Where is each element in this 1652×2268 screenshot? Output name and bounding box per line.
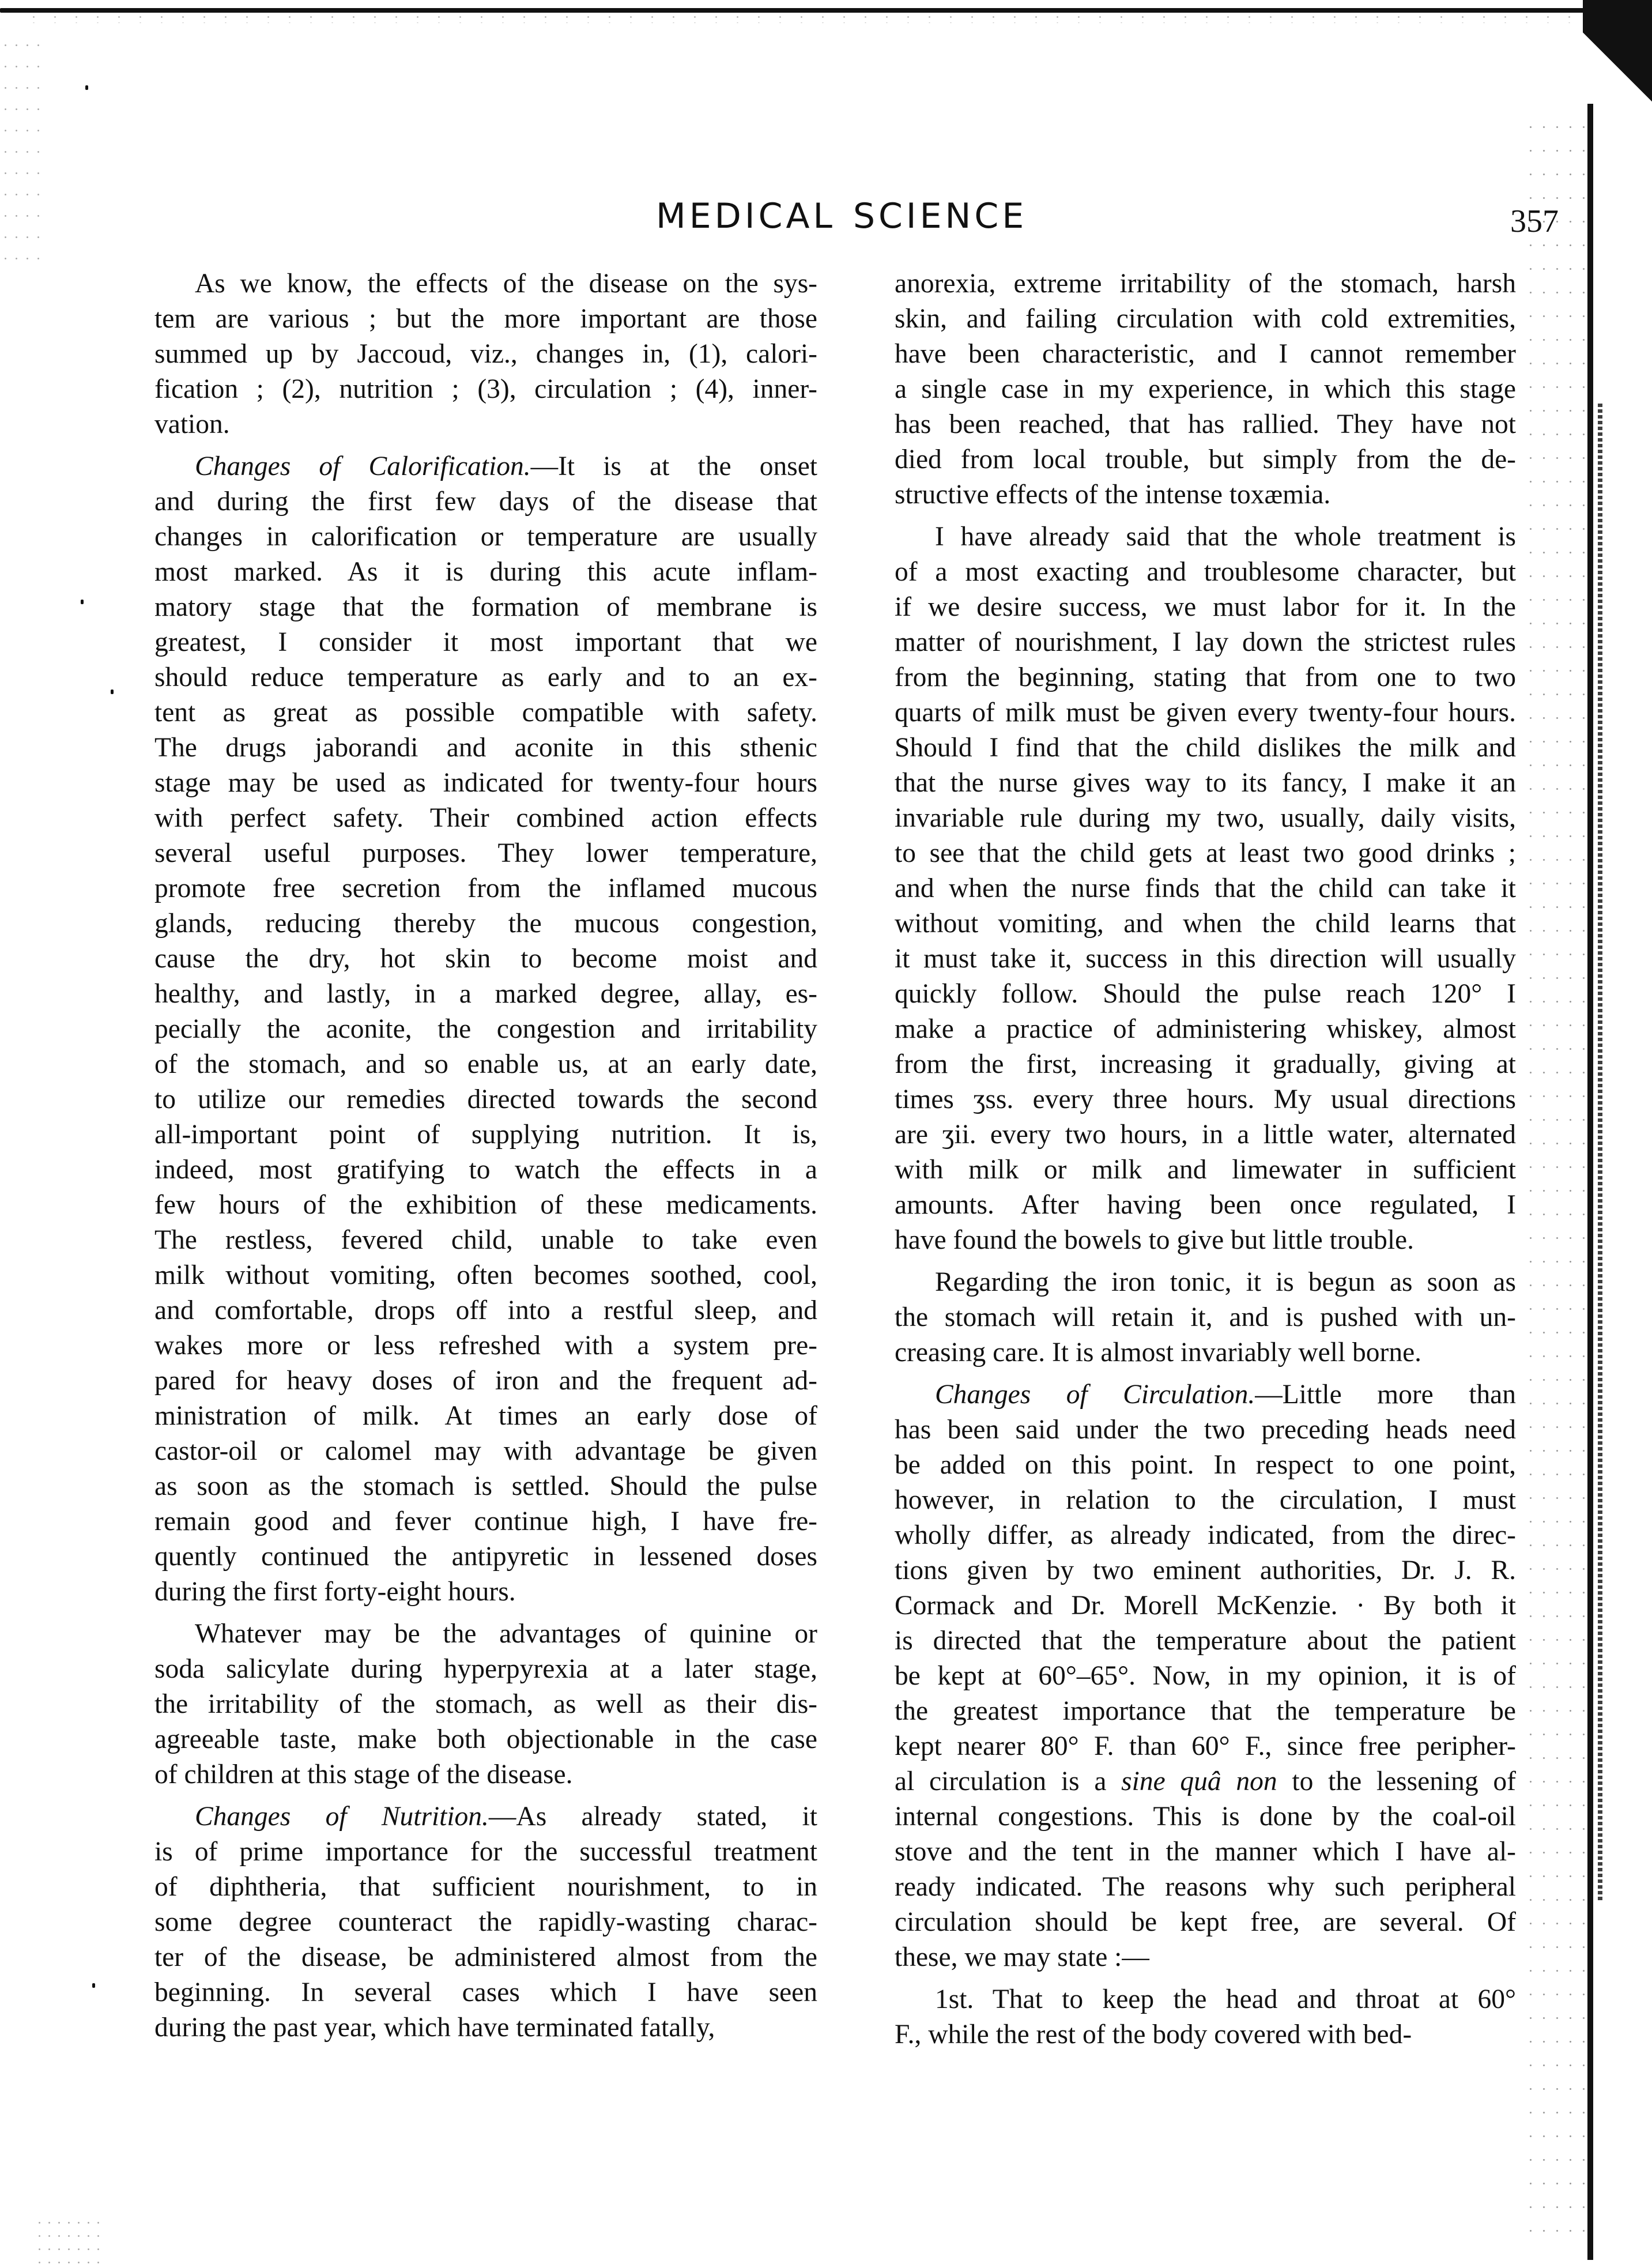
paragraph-calorification [154, 449, 817, 1610]
text-line: soda salicylate during hyperpyrexia at a later stage, [154, 1654, 817, 1684]
text-line: of children at this stage of the disease. [154, 1760, 573, 1789]
scan-noise-bottom-left [35, 2216, 104, 2268]
text-line: times ʒss. every three hours. My usual directions [895, 1084, 1516, 1114]
text-line: the greatest importance that the temperature be [895, 1696, 1516, 1726]
paragraph-nutrition [154, 1799, 817, 2045]
text-line: wakes more or less refreshed with a system pre- [154, 1331, 817, 1361]
text-line: all-important point of supplying nutrition. It is, [154, 1120, 817, 1150]
text-line: quently continued the antipyretic in lessened doses [154, 1542, 817, 1572]
text-line: it must take it, success in this direction will usually [895, 944, 1516, 974]
text-line: changes in calorification or temperature are usually [154, 522, 817, 552]
text-line: invariable rule during my two, usually, daily visits, [895, 803, 1516, 833]
text-line: matory stage that the formation of membrane is [154, 592, 817, 622]
text-line: tent as great as possible compatible with safety. [154, 698, 817, 728]
section-heading: Changes of Nutrition. [195, 1802, 489, 1832]
text-line: of a most exacting and troublesome character, but [895, 557, 1516, 587]
text-line: of the stomach, and so enable us, at an early date, [154, 1049, 817, 1079]
text-line: amounts. After having been once regulated, I [895, 1190, 1516, 1220]
text-line: The restless, fevered child, unable to take even [154, 1225, 817, 1255]
text-line: have found the bowels to give but little trouble. [895, 1225, 1414, 1255]
text-line: if we desire success, we must labor for it. In the [895, 592, 1516, 622]
text-line: to utilize our remedies directed towards the second [154, 1084, 817, 1114]
text-line: wholly differ, as already indicated, from the direc- [895, 1520, 1516, 1550]
text-line: Regarding the iron tonic, it is begun as soon as [935, 1267, 1516, 1297]
text-line: and during the first few days of the disease that [154, 487, 817, 517]
text-line: agreeable taste, make both objectionable in the case [154, 1724, 817, 1754]
text-line: Cormack and Dr. Morell McKenzie. · By both it [895, 1591, 1516, 1621]
text-line: ter of the disease, be administered almost from the [154, 1942, 817, 1972]
text-line: stove and the tent in the manner which I have al- [895, 1837, 1516, 1867]
text-line: is of prime importance for the successful treatment [154, 1837, 817, 1867]
text-line: F., while the rest of the body covered with bed- [895, 2020, 1412, 2050]
scan-noise-right [1524, 115, 1587, 2248]
right-column [895, 266, 1516, 2052]
scan-corner-shadow [1583, 0, 1652, 173]
text-line: al circulation is a sine quâ non to the lessening of [895, 1766, 1516, 1796]
scan-speck [85, 85, 88, 90]
text-line: few hours of the exhibition of these medicaments. [154, 1190, 817, 1220]
text-line: Changes of Circulation.—Little more than [935, 1380, 1516, 1410]
text-line: remain good and fever continue high, I have fre- [154, 1506, 817, 1536]
text-line: pared for heavy doses of iron and the frequent ad- [154, 1366, 817, 1396]
text-line: beginning. In several cases which I have seen [154, 1977, 817, 2007]
text-line: during the past year, which have terminated fatally, [154, 2013, 715, 2043]
scan-speck [111, 690, 114, 694]
text-line: skin, and failing circulation with cold extremities, [895, 304, 1516, 334]
text-line: with milk or milk and limewater in sufficient [895, 1155, 1516, 1185]
text-line: died from local trouble, but simply from the de- [895, 444, 1516, 474]
text-line: most marked. As it is during this acute inflam- [154, 557, 817, 587]
text-line: quarts of milk must be given every twenty-four hours. [895, 698, 1516, 728]
text-line: As we know, the effects of the disease on the sys- [195, 269, 817, 299]
text-line: cause the dry, hot skin to become moist and [154, 944, 817, 974]
text-line: however, in relation to the circulation, I must [895, 1485, 1516, 1515]
paragraph-treatment [895, 519, 1516, 1258]
scan-speck [92, 1983, 95, 1988]
text-line: from the first, increasing it gradually, giving at [895, 1049, 1516, 1079]
text-line: Should I find that the child dislikes the milk and [895, 733, 1516, 763]
paragraph-quinine [154, 1617, 817, 1792]
text-line: fication ; (2), nutrition ; (3), circulation ; (4), inner- [154, 374, 817, 404]
text-line: summed up by Jaccoud, viz., changes in, (1), calori- [154, 339, 817, 369]
text-line: has been reached, that has rallied. They have not [895, 409, 1516, 439]
scan-speck [81, 600, 84, 604]
text-line: anorexia, extreme irritability of the stomach, harsh [895, 269, 1516, 299]
text-line: ministration of milk. At times an early dose of [154, 1401, 817, 1431]
text-line: as soon as the stomach is settled. Should the pulse [154, 1471, 817, 1501]
text-line: Changes of Nutrition.—As already stated, it [195, 1802, 817, 1832]
page-number: 357 [1510, 204, 1559, 239]
text-line: that the nurse gives way to its fancy, I make it an [895, 768, 1516, 798]
text-line: should reduce temperature as early and to an ex- [154, 662, 817, 692]
text-line: milk without vomiting, often becomes soothed, cool, [154, 1260, 817, 1290]
text-line: several useful purposes. They lower temperature, [154, 838, 817, 868]
running-head-right: SCIENCE [853, 196, 1028, 236]
text-line: ready indicated. The reasons why such peripheral [895, 1872, 1516, 1902]
text-line: are ʒii. every two hours, in a little water, alternated [895, 1120, 1516, 1150]
text-line: make a practice of administering whiskey, almost [895, 1014, 1516, 1044]
text-line: some degree counteract the rapidly-wasting charac- [154, 1907, 817, 1937]
text-line: pecially the aconite, the congestion and irritability [154, 1014, 817, 1044]
running-head [656, 196, 1027, 236]
text-line: indeed, most gratifying to watch the effects in a [154, 1155, 817, 1185]
text-line: tions given by two eminent authorities, Dr. J. R. [895, 1555, 1516, 1585]
text-line: creasing care. It is almost invariably well borne. [895, 1338, 1422, 1367]
text-line: internal congestions. This is done by the coal-oil [895, 1802, 1516, 1832]
latin-phrase: sine quâ non [1121, 1766, 1277, 1796]
text-line: the irritability of the stomach, as well as their dis- [154, 1689, 817, 1719]
text-line: of diphtheria, that sufficient nourishment, to in [154, 1872, 817, 1902]
scan-noise-top [23, 14, 1579, 23]
text-line: greatest, I consider it most important that we [154, 627, 817, 657]
text-line: these, we may state :— [895, 1942, 1149, 1972]
scan-right-edge-texture [1598, 404, 1602, 1902]
scan-noise-left [0, 35, 40, 265]
text-line: kept nearer 80° F. than 60° F., since free peripher- [895, 1731, 1516, 1761]
text-line: with perfect safety. Their combined action effects [154, 803, 817, 833]
section-heading: Changes of Circulation. [935, 1380, 1255, 1410]
text-line: matter of nourishment, I lay down the strictest rules [895, 627, 1516, 657]
text-line: a single case in my experience, in which this stage [895, 374, 1516, 404]
text-line: be kept at 60°–65°. Now, in my opinion, it is of [895, 1661, 1516, 1691]
text-line: and comfortable, drops off into a restful sleep, and [154, 1295, 817, 1325]
text-line: has been said under the two preceding heads need [895, 1415, 1516, 1445]
left-column [154, 266, 817, 2045]
text-line: the stomach will retain it, and is pushed with un- [895, 1302, 1516, 1332]
text-line: I have already said that the whole treatment is [935, 522, 1516, 552]
text-line: vation. [154, 409, 230, 439]
text-line: Whatever may be the advantages of quinine or [195, 1619, 817, 1649]
text-line: The drugs jaborandi and aconite in this sthenic [154, 733, 817, 763]
text-line: be added on this point. In respect to one point, [895, 1450, 1516, 1480]
paragraph-intro [154, 266, 817, 442]
text-line: have been characteristic, and I cannot remember [895, 339, 1516, 369]
text-line: glands, reducing thereby the mucous congestion, [154, 909, 817, 939]
text-line: promote free secretion from the inflamed mucous [154, 873, 817, 903]
text-line: castor-oil or calomel may with advantage be given [154, 1436, 817, 1466]
running-head-left: MEDICAL [656, 196, 836, 236]
scan-top-edge [0, 8, 1591, 13]
paragraph-first-reason [895, 1982, 1516, 2052]
text-line: circulation should be kept free, are several. Of [895, 1907, 1516, 1937]
text-line: Changes of Calorification.—It is at the onset [195, 451, 817, 481]
text-line: to see that the child gets at least two good drinks ; [895, 838, 1516, 868]
text-line: during the first forty-eight hours. [154, 1577, 516, 1607]
text-line: and when the nurse finds that the child can take it [895, 873, 1516, 903]
paragraph-circulation [895, 1377, 1516, 1975]
text-line: from the beginning, stating that from one to two [895, 662, 1516, 692]
text-line: without vomiting, and when the child learns that [895, 909, 1516, 939]
scan-right-edge [1587, 104, 1593, 2260]
text-line: structive effects of the intense toxæmia. [895, 480, 1331, 510]
text-line: is directed that the temperature about the patient [895, 1626, 1516, 1656]
text-line: healthy, and lastly, in a marked degree, allay, es- [154, 979, 817, 1009]
text-line: tem are various ; but the more important are those [154, 304, 817, 334]
paragraph-continuation [895, 266, 1516, 513]
text-line: quickly follow. Should the pulse reach 120° I [895, 979, 1516, 1009]
section-heading: Changes of Calorification. [195, 451, 531, 481]
paragraph-iron [895, 1265, 1516, 1370]
text-line: 1st. That to keep the head and throat at 60° [935, 1984, 1516, 2014]
text-line: stage may be used as indicated for twenty-four hours [154, 768, 817, 798]
